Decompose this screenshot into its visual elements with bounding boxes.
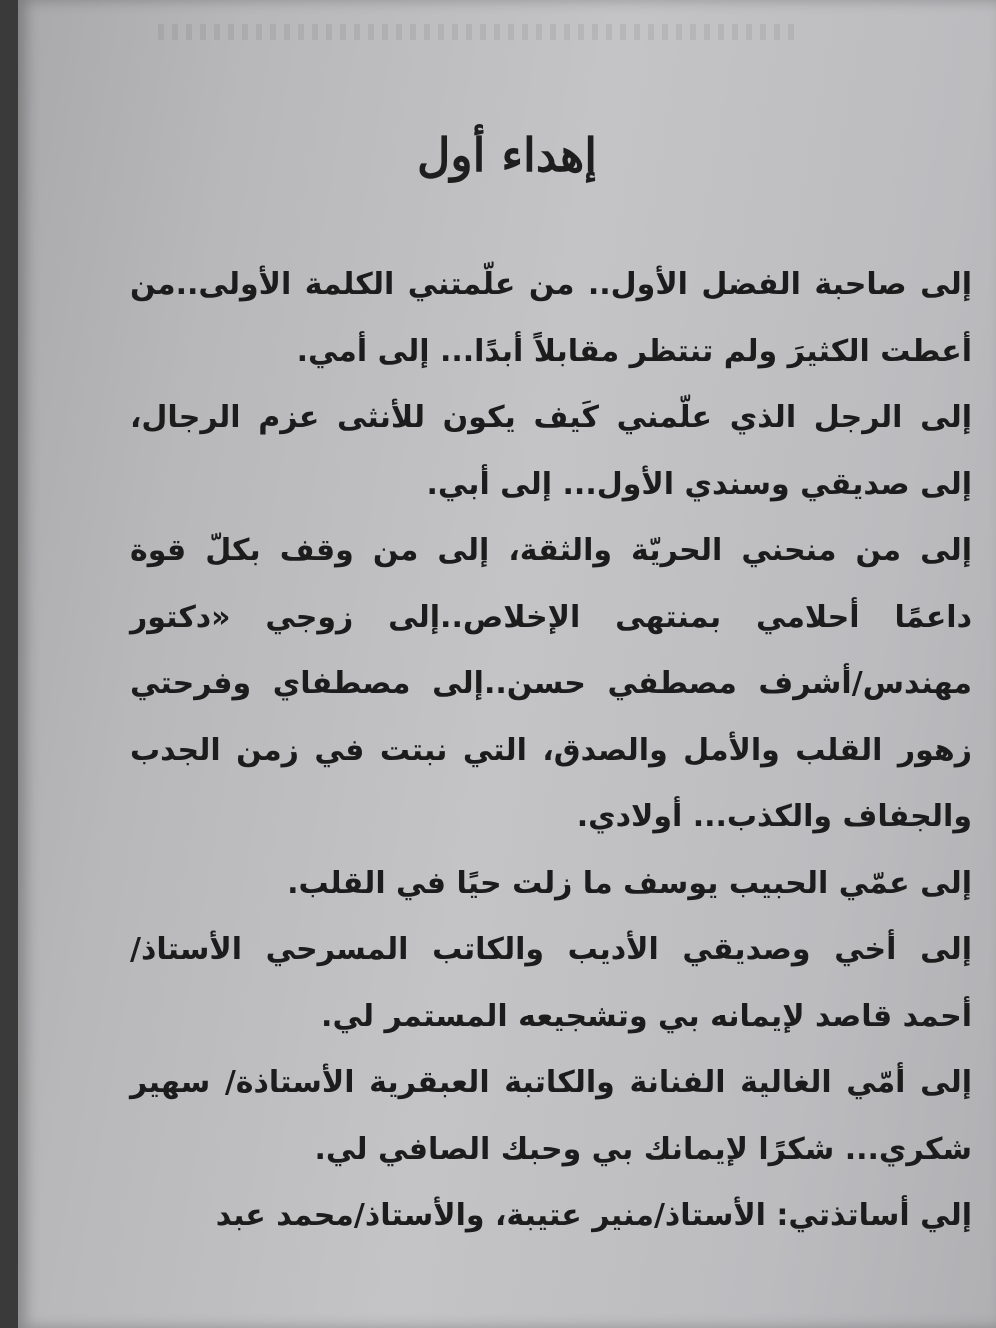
- page-title: إهداء أول: [416, 128, 598, 182]
- paragraph-teachers: إلي أساتذتي: الأستاذ/منير عتيبة، والأستاذ/محمد عبد: [215, 1198, 972, 1233]
- dedication-text: [130, 252, 972, 1250]
- paragraph-brother: إلى أخي وصديقي الأديب والكاتب المسرحي الأستاذ/ أحمد قاصد لإيمانه بي وتشجيعه المستمر لي.: [130, 932, 972, 1034]
- paragraph-mother: إلى صاحبة الفضل الأول.. من علّمتني الكلمة الأولى..من أعطت الكثيرَ ولم تنتظر مقابلاً أبدًا... إلى أمي.: [130, 267, 972, 369]
- paragraph-husband-children: إلى من منحني الحريّة والثقة، إلى من وقف بكلّ قوة داعمًا أحلامي بمنتهى الإخلاص..إلى زوجي «دكتور مهندس/أشرف مصطفي حسن..إلى مصطفاي وفرحتي زهور القلب والأمل والصدق، التي نبتت في زمن الجدب والجفاف والكذب... أولادي.: [130, 533, 972, 834]
- bleed-through-text: [158, 24, 798, 40]
- paragraph-uncle: إلى عمّي الحبيب يوسف ما زلت حيًا في القلب.: [287, 865, 972, 901]
- book-page: [18, 0, 996, 1328]
- paragraph-father: إلى الرجل الذي علّمني كَيف يكون للأنثى عزم الرجال، إلى صديقي وسندي الأول... إلى أبي.: [130, 400, 972, 502]
- paragraph-mentor: إلى أمّي الغالية الفنانة والكاتبة العبقرية الأستاذة/ سهير شكري... شكرًا لإيمانك بي وحبك الصافي لي.: [130, 1065, 972, 1167]
